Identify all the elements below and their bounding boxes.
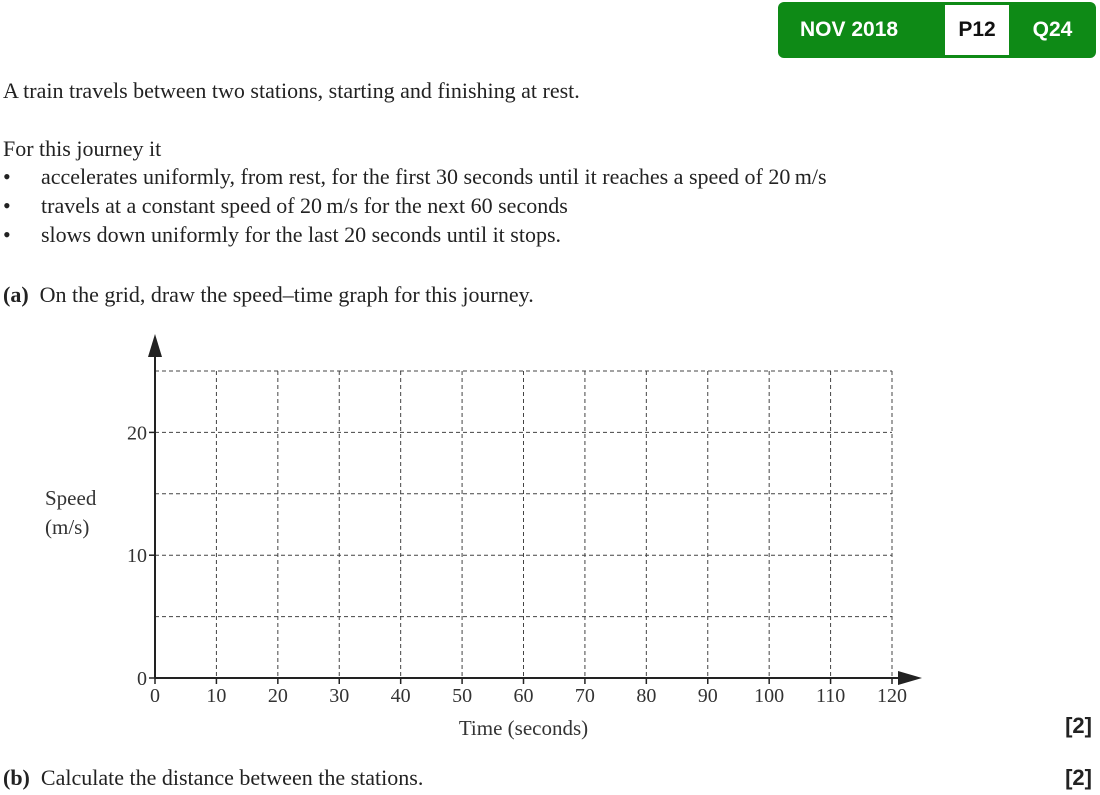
chart-axes (148, 334, 922, 685)
x-tick-label: 110 (815, 685, 846, 707)
x-tick-label: 50 (452, 685, 473, 707)
part-b-label: (b) (3, 765, 30, 790)
part-b-text: Calculate the distance between the stations. (40, 765, 424, 790)
x-tick-label: 120 (877, 685, 907, 707)
bullet-text: slows down uniformly for the last 20 seconds until it stops. (41, 222, 562, 247)
question-intro: A train travels between two stations, starting and finishing at rest. (3, 78, 580, 103)
part-a-marks: [2] (1065, 713, 1092, 738)
x-tick-label: 70 (574, 685, 595, 707)
grid-lines (155, 371, 892, 678)
x-axis-arrow-icon (898, 671, 922, 685)
y-tick-label: 20 (127, 422, 147, 445)
part-b-prompt (3, 765, 423, 791)
question-number-label: Q24 (1032, 18, 1073, 41)
x-tick-label: 100 (754, 685, 785, 707)
x-tick-label: 0 (150, 685, 160, 707)
x-tick-label: 80 (636, 685, 657, 707)
question-lead: For this journey it (3, 136, 162, 161)
y-tick-label: 0 (137, 668, 147, 690)
x-tick-label: 60 (513, 685, 534, 707)
x-tick-label: 10 (206, 685, 227, 707)
x-tick-label: 30 (329, 685, 350, 707)
y-axis-ticks (127, 422, 155, 690)
bullet-icon: • (3, 164, 11, 189)
bullet-text: travels at a constant speed of 20 m/s for the next 60 seconds (41, 193, 568, 218)
y-tick-label: 10 (127, 545, 147, 568)
y-axis-arrow-icon (148, 334, 162, 357)
y-axis-label-line1: Speed (45, 486, 97, 510)
y-axis-label-line2: (m/s) (45, 515, 90, 539)
paper-number-label: P12 (945, 5, 1009, 55)
part-a-label: (a) (3, 282, 29, 307)
x-axis-label: Time (seconds) (458, 716, 589, 740)
bullet-text: accelerates uniformly, from rest, for the first 30 seconds until it reaches a speed of 20 m/s (41, 164, 827, 189)
bullet-icon: • (3, 193, 11, 218)
part-b-marks: [2] (1065, 765, 1092, 790)
exam-session-label: NOV 2018 (800, 18, 899, 41)
bullet-icon: • (3, 222, 11, 247)
x-axis-ticks (150, 678, 907, 707)
x-tick-label: 40 (390, 685, 411, 707)
x-tick-label: 20 (267, 685, 288, 707)
x-tick-label: 90 (697, 685, 718, 707)
part-a-text: On the grid, draw the speed–time graph for this journey. (39, 282, 534, 307)
